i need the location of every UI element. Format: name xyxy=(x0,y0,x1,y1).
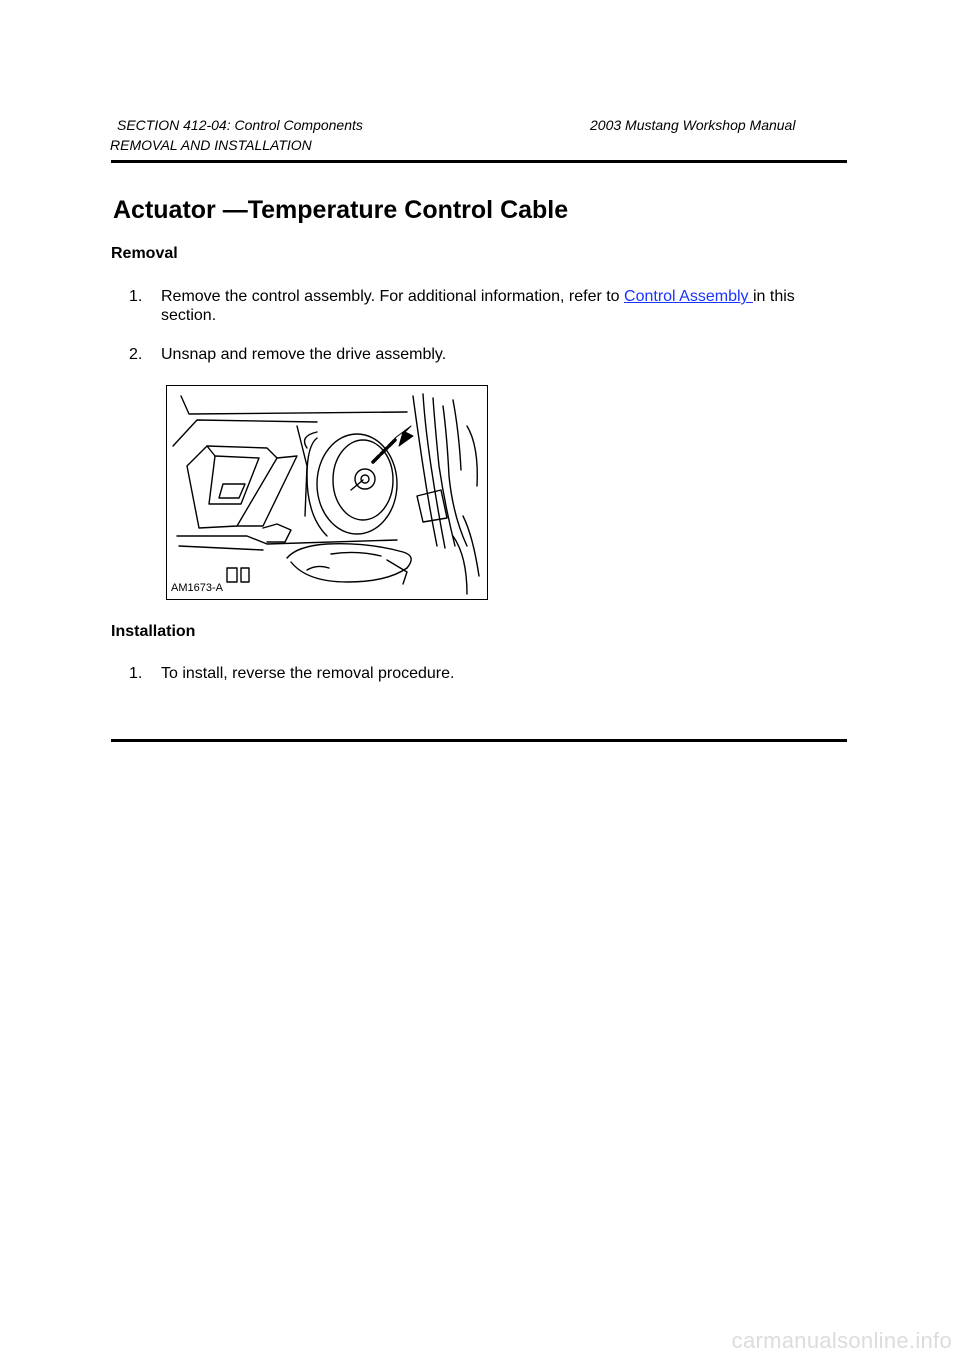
header-subsection: REMOVAL AND INSTALLATION xyxy=(110,137,312,153)
step-text: Unsnap and remove the drive assembly. xyxy=(161,346,447,363)
step-text xyxy=(161,287,811,325)
step-number: 1. xyxy=(129,665,143,682)
step-text-after: in this section. xyxy=(161,288,795,324)
header-section: SECTION 412-04: Control Components xyxy=(117,117,363,133)
watermark-text: carmanualsonline.info xyxy=(731,1328,952,1353)
header-manual-title: 2003 Mustang Workshop Manual xyxy=(590,117,796,133)
installation-heading: Installation xyxy=(111,623,196,640)
control-assembly-link[interactable]: Control Assembly xyxy=(624,288,753,305)
step-text-before: Remove the control assembly. For additional information, refer to xyxy=(161,288,625,305)
drive-assembly-illustration xyxy=(167,386,487,599)
page-title: Actuator —Temperature Control Cable xyxy=(113,196,569,224)
step-text: To install, reverse the removal procedure. xyxy=(161,665,455,682)
step-number: 1. xyxy=(129,288,143,305)
removal-heading: Removal xyxy=(111,245,178,262)
bottom-divider xyxy=(111,739,847,742)
figure-drive-assembly xyxy=(166,385,488,600)
figure-label: AM1673-A xyxy=(171,582,223,594)
step-number: 2. xyxy=(129,346,143,363)
top-divider xyxy=(111,160,847,163)
